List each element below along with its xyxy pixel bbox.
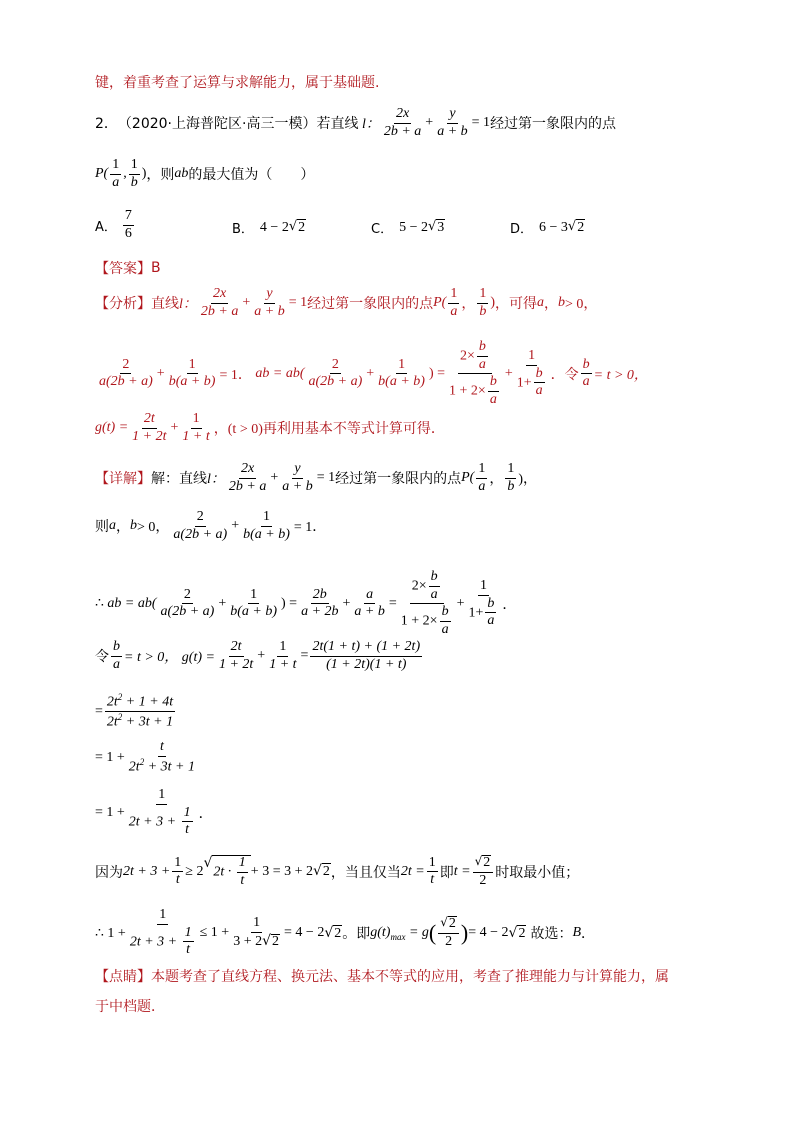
math-frac-1b: $\frac{1}{b}$ (130, 157, 138, 190)
question-number: 2． (95, 116, 118, 133)
top-line-text: 键，着重考查了运算与求解能力，属于基础题. (95, 75, 380, 91)
option-a-value: $\frac{7}{6}$ (124, 208, 132, 241)
detail-tag: 【详解】 (95, 471, 151, 488)
detail-t1: 解：直线 (151, 471, 207, 488)
question-line-2: P( $\frac{1}{a}$ , $\frac{1}{b}$ ) ，则 ab 的最大值为（ ） (95, 157, 315, 190)
question-stem-d: 的最大值为（ ） (188, 167, 315, 184)
analysis-t2: 经过第一象限内的点 (307, 296, 434, 313)
option-a-label: A． (95, 219, 117, 235)
math-frac-y: $\frac{y}{a + b}$ (437, 106, 468, 139)
analysis-line-2: $\frac{2}{a(2b + a)}$ + $\frac{1}{b(a + b)}$ = 1． ab = ab( $\frac{2}{a(2b + a)}$ + $\frac{1}{b(a + b)}$ ) = 2× $\frac{b}{a}$ 1 + 2× $\frac{b}{a}$ + 1 1+ $\frac{b}{a}$ ． 令 $\frac{b}{a}$ = t > 0， (99, 339, 648, 408)
detail-line-5: = $\frac{2t^2 + 1 + 4t}{2t^2 + 3t + 1}$ (95, 692, 174, 730)
analysis-tag: 【分析】 (95, 296, 151, 313)
top-line (95, 72, 379, 92)
detail-line-9: ∴ 1 + 1 2t + 3 + $\frac{1}{t}$ ≤ 1 + 1 3 + 2 √ 2 = 4 − 2 √ 2 。即 $g(t)_{max} = g$ ( √ 2 2 ) = 4 − 2 √ 2 故选： B ． (95, 907, 596, 958)
option-b[interactable]: B． 4 − 2 √ 2 (232, 219, 306, 237)
question-stem-c: ，则 (146, 167, 175, 184)
option-d[interactable]: D． 6 − 3 √ 2 (510, 219, 585, 237)
question-stem-a: 若直线 (316, 116, 359, 133)
math-line-l: l： (358, 117, 380, 133)
detail-t8: 时取最小值； (495, 864, 580, 881)
math-frac-2x: $\frac{2x}{2b + a}$ (383, 106, 422, 139)
detail-line-1: 【详解】 解：直线 l： $\frac{2x}{2b + a}$ + $\frac{y}{a + b}$ = 1 经过第一象限内的点 P( $\frac{1}{a}$ ， $\frac{1}{b}$ )， (95, 461, 537, 494)
detail-line-2: 则 a ， b > 0， $\frac{2}{a(2b + a)}$ + $\frac{1}{b(a + b)}$ = 1． (95, 509, 327, 542)
answer-value: B (151, 260, 161, 276)
detail-line-7: = 1 + 1 2t + 3 + $\frac{1}{t}$ ． (95, 787, 213, 838)
option-a[interactable] (95, 209, 136, 241)
detail-line-8: 因为 2t + 3 + $\frac{1}{t}$ ≥ 2 √ 2t · $\frac{1}{t}$ + 3 = 3 + 2 √ 2 ，当且仅当 2t = $\frac{1}{t}$ 即 t = √ 2 2 时取最小值； (95, 854, 580, 888)
comment-tag: 【点睛】 (95, 969, 151, 985)
question-line-1: 2． （2020·上海普陀区·高三一模） 若直线 l： $\frac{2x}{2b + a}$ + $\frac{y}{a + b}$ = 1 经过第一象限内的点 (95, 106, 617, 139)
detail-line-4: 令 $\frac{b}{a}$ = t > 0， g(t) = $\frac{2t}{1 + 2t}$ + $\frac{1}{1 + t}$ = $\frac{2t(1 + t) + (1 + 2t)}{(1 + 2t)(1 + t)}$ (95, 639, 421, 672)
analysis-t1: 直线 (151, 296, 179, 313)
detail-line-6: = 1 + $\frac{t}{2t^2 + 3t + 1}$ (95, 739, 195, 775)
comment-line-1 (95, 966, 669, 986)
detail-t9: 。即 (342, 926, 371, 943)
analysis-t4: 令 (564, 366, 579, 383)
detail-t7: 即 (439, 864, 454, 881)
comment-line-2-text: 于中档题． (95, 999, 165, 1015)
detail-t5: 因为 (95, 864, 123, 881)
detail-t10: 故选： (530, 926, 573, 943)
detail-line-3: ∴ ab = ab( $\frac{2}{a(2b + a)}$ + $\frac{1}{b(a + b)}$ ) = $\frac{2b}{a + 2b}$ + $\frac{a}{a + b}$ = 2× $\frac{b}{a}$ 1 + 2× $\frac{b}{a}$ + 1 1+ $\frac{b}{a}$ ． (95, 569, 517, 638)
detail-t3: 则 (95, 519, 109, 536)
detail-t4: 令 (95, 649, 109, 666)
analysis-line-3: g(t) = $\frac{2t}{1 + 2t}$ + $\frac{1}{1 + t}$ ，(t > 0) 再利用基本不等式计算可得． (95, 411, 445, 444)
option-c-label: C． (371, 222, 394, 237)
comment-line-2 (95, 996, 165, 1016)
answer-line (95, 258, 161, 278)
option-d-label: D． (510, 222, 534, 237)
analysis-t5: 再利用基本不等式计算可得． (262, 421, 445, 438)
question-stem-b: 经过第一象限内的点 (490, 116, 617, 133)
detail-choice: B (572, 925, 582, 941)
comment-line-1-text: 本题考查了直线方程、换元法、基本不等式的应用，考查了推理能力与计算能力，属 (151, 969, 669, 985)
math-frac-1a: $\frac{1}{a}$ (112, 157, 120, 190)
analysis-line-1: 【分析】 直线 l： $\frac{2x}{2b + a}$ + $\frac{y}{a + b}$ = 1 经过第一象限内的点 P( $\frac{1}{a}$ ， $\frac{1}{b}$ ) ，可得 a ， b > 0， (95, 286, 598, 319)
analysis-t3: ，可得 (495, 296, 537, 313)
answer-tag: 【答案】 (95, 261, 151, 277)
option-c[interactable]: C． 5 − 2 √ 3 (371, 219, 445, 237)
detail-t2: 经过第一象限内的点 (335, 471, 462, 488)
detail-t6: ，当且仅当 (330, 864, 401, 881)
option-b-label: B． (232, 222, 254, 237)
question-source: （2020·上海普陀区·高三一模） (117, 116, 317, 133)
